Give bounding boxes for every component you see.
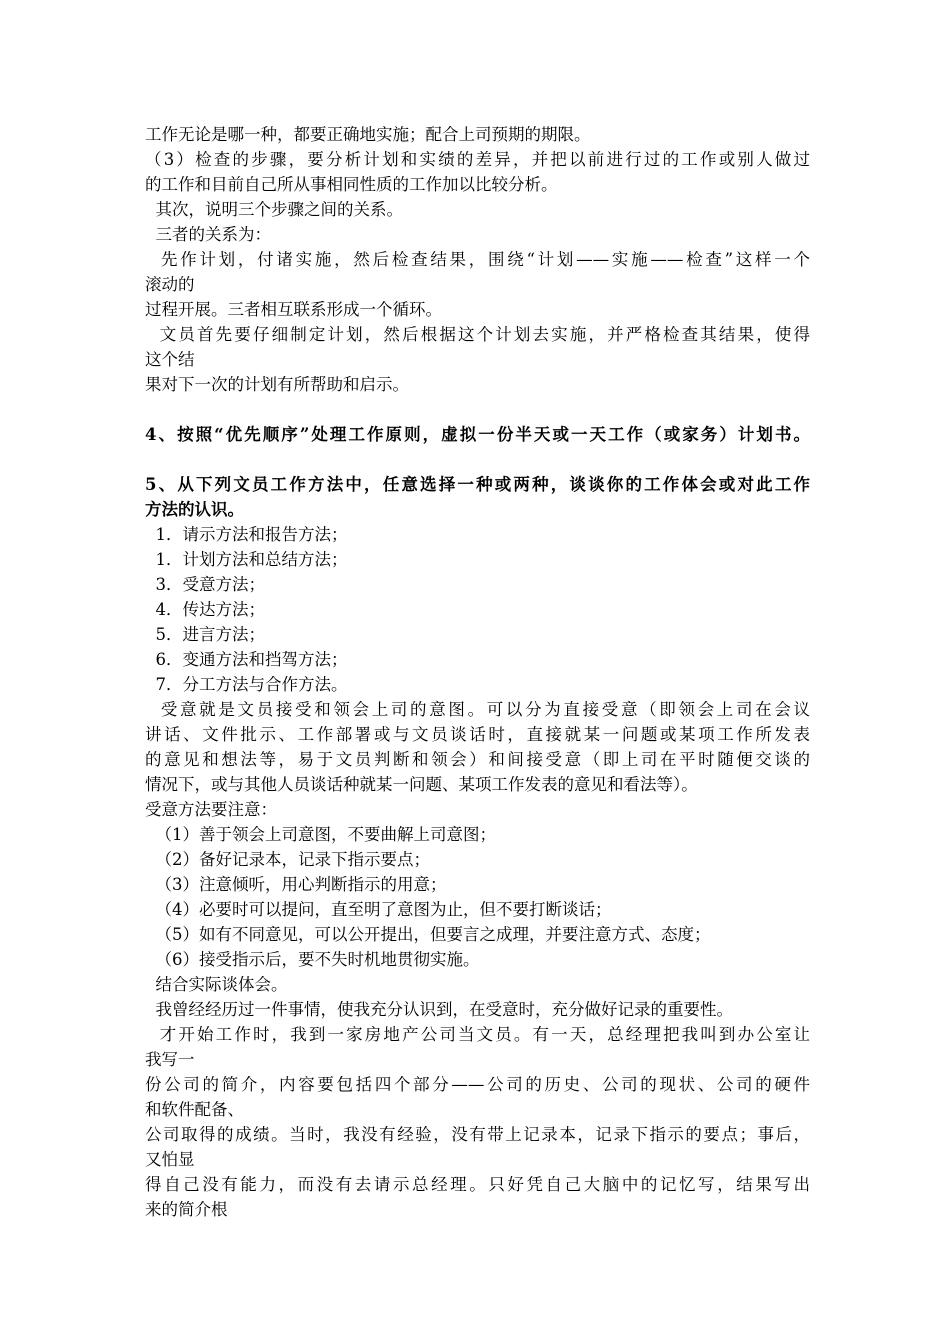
text-line: （5）如有不同意见，可以公开提出，但要言之成理，并要注意方式、态度； [145, 925, 711, 944]
text-line: 的意见和想法等，易于文员判断和领会）和间接受意（即上司在平时随便交谈的 [145, 750, 810, 769]
text-line: 3．受意方法； [145, 575, 265, 594]
text-line: 工作无论是哪一种，都要正确地实施；配合上司预期的期限。 [145, 125, 591, 144]
text-line: 我写一 [145, 1050, 195, 1069]
text-line: 三者的关系为： [145, 225, 271, 244]
text-line: 过程开展。三者相互联系形成一个循环。 [145, 300, 442, 319]
text-line: 受意就是文员接受和领会上司的意图。可以分为直接受意（即领会上司在会议 [145, 700, 810, 719]
text-line: 文员首先要仔细制定计划，然后根据这个计划去实施，并严格检查其结果，使得 [145, 325, 810, 344]
text-line: 情况下，或与其他人员谈话种就某一问题、某项工作发表的意见和看法等）。 [145, 775, 698, 794]
text-line: 其次，说明三个步骤之间的关系。 [145, 200, 403, 219]
text-line: （2）备好记录本，记录下指示要点； [145, 850, 430, 869]
text-line: （3）检查的步骤，要分析计划和实绩的差异，并把以前进行过的工作或别人做过 [145, 150, 810, 169]
text-line: 受意方法要注意： [145, 800, 277, 819]
blank-line [145, 397, 810, 422]
text-line: 4．传达方法； [145, 600, 265, 619]
text-line: 才开始工作时，我到一家房地产公司当文员。有一天，总经理把我叫到办公室让 [145, 1025, 810, 1044]
text-line: 7．分工方法与合作方法。 [145, 675, 348, 694]
document-body [145, 122, 810, 1222]
text-line: 1．请示方法和报告方法； [145, 525, 348, 544]
text-line: 来的简介根 [145, 1200, 228, 1219]
text-line: 滚动的 [145, 275, 195, 294]
heading-line: 5、从下列文员工作方法中，任意选择一种或两种，谈谈你的工作体会或对此工作 [145, 475, 810, 494]
text-line: 份公司的简介，内容要包括四个部分——公司的历史、公司的现状、公司的硬件 [145, 1075, 810, 1094]
text-line: （1）善于领会上司意图，不要曲解上司意图； [145, 825, 496, 844]
text-line: （4）必要时可以提问，直至明了意图为止，但不要打断谈话； [145, 900, 612, 919]
text-line: 公司取得的成绩。当时，我没有经验，没有带上记录本，记录下指示的要点；事后， [145, 1125, 810, 1144]
text-line: 得自己没有能力，而没有去请示总经理。只好凭自己大脑中的记忆写，结果写出 [145, 1175, 810, 1194]
text-line: 6．变通方法和挡驾方法； [145, 650, 348, 669]
text-line: （3）注意倾听，用心判断指示的用意； [145, 875, 447, 894]
heading-line: 方法的认识。 [145, 500, 244, 519]
text-line: 又怕显 [145, 1150, 195, 1169]
text-line: 我曾经经历过一件事情，使我充分认识到，在受意时，充分做好记录的重要性。 [145, 1000, 733, 1019]
heading-line: 4、按照“优先顺序”处理工作原则，虚拟一份半天或一天工作（或家务）计划书。 [145, 425, 810, 444]
text-line: 1．计划方法和总结方法； [145, 550, 348, 569]
text-line: 果对下一次的计划有所帮助和启示。 [145, 375, 409, 394]
text-line: 5．进言方法； [145, 625, 265, 644]
text-line: 和软件配备、 [145, 1100, 244, 1119]
text-line: 这个结 [145, 350, 195, 369]
blank-line [145, 447, 810, 472]
text-line: 先作计划，付诸实施，然后检查结果，围绕“计划——实施——检查”这样一个 [145, 250, 810, 269]
text-line: 讲话、文件批示、工作部署或与文员谈话时，直接就某一问题或某项工作所发表 [145, 725, 810, 744]
text-line: 结合实际谈体会。 [145, 975, 288, 994]
text-line: （6）接受指示后，要不失时机地贯彻实施。 [145, 950, 480, 969]
text-line: 的工作和目前自己所从事相同性质的工作加以比较分析。 [145, 175, 558, 194]
